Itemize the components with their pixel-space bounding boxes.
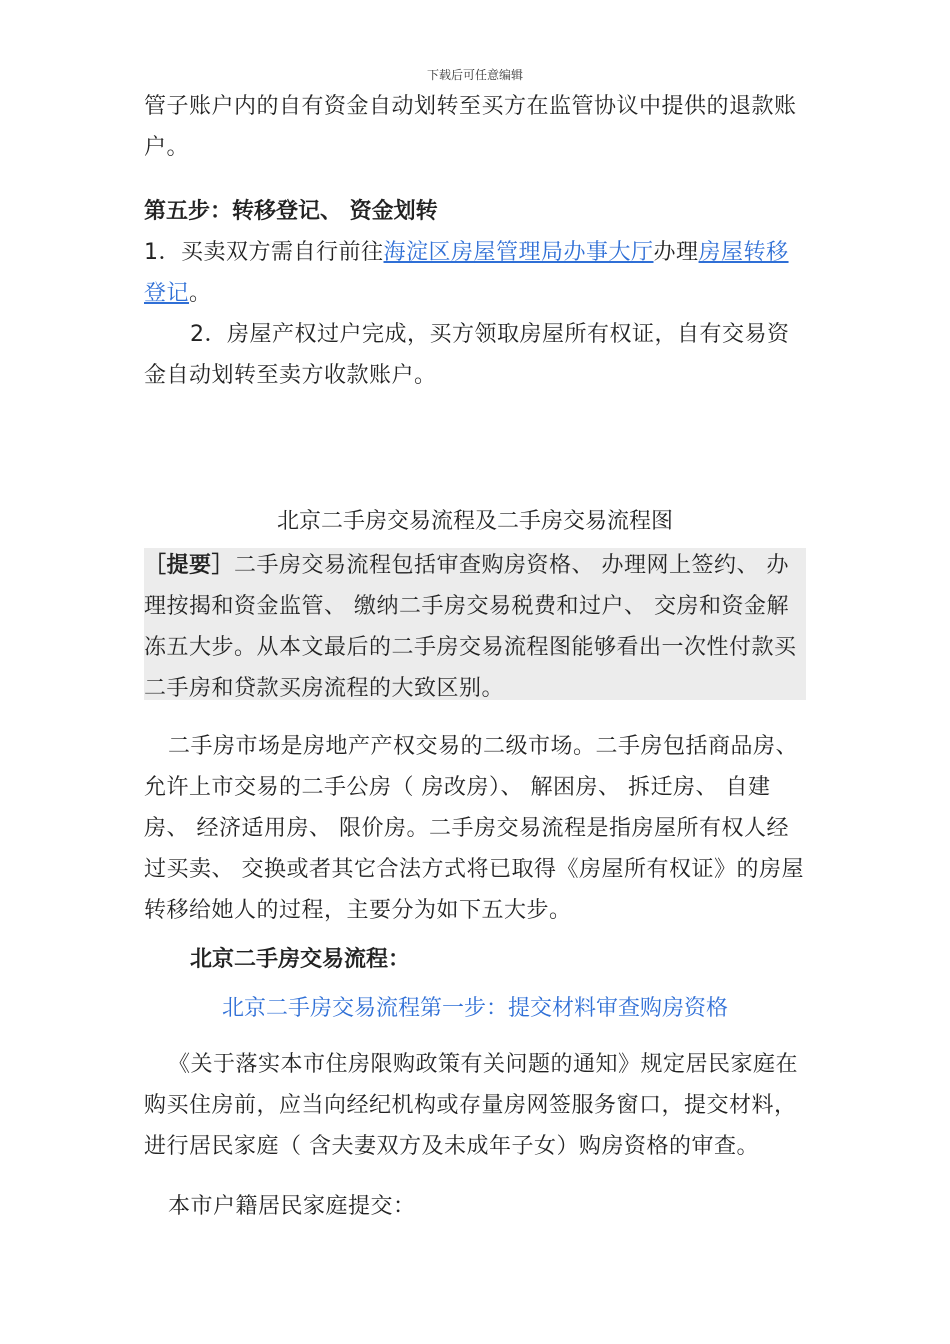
step5-item2: 2．房屋产权过户完成，买方领取房屋所有权证，自有交易资金自动划转至卖方收款账户。 — [144, 322, 790, 388]
process-heading: 北京二手房交易流程： — [190, 947, 411, 972]
header-note: 下载后可任意编辑 — [426, 68, 523, 82]
step5-item1-end: 。 — [189, 281, 212, 306]
transfer-registration-link[interactable]: 房屋转移登记 — [144, 240, 789, 306]
step5-item1 — [144, 232, 809, 314]
step5-item1-mid: 办理 — [653, 240, 699, 265]
step5-heading: 第五步：转移登记、 资金划转 — [144, 199, 438, 224]
step5-item1-prefix: 1．买卖双方需自行前往 — [144, 240, 384, 265]
paragraph-refund: 管子账户内的自有资金自动划转至买方在监管协议中提供的退款账户。 — [144, 94, 797, 160]
notice-paragraph: 《关于落实本市住房限购政策有关问题的通知》规定居民家庭在购买住房前，应当向经纪机构或存量房网签服务窗口，提交材料，进行居民家庭（ 含夫妻双方及未成年子女）购房资格的审查。 — [144, 1052, 799, 1159]
abstract-text: 二手房交易流程包括审查购房资格、 办理网上签约、 办理按揭和资金监管、 缴纳二手房交易税费和过户、 交房和资金解冻五大步。从本文最后的二手房交易流程图能够看出一次性付款买二手房和贷款买房流程的大致区别。 — [144, 553, 797, 701]
article-title: 北京二手房交易流程及二手房交易流程图 — [276, 509, 673, 534]
haidian-housing-office-link[interactable]: 海淀区房屋管理局办事大厅 — [383, 240, 654, 265]
abstract-paragraph — [144, 545, 809, 709]
intro-paragraph: 二手房市场是房地产产权交易的二级市场。二手房包括商品房、 允许上市交易的二手公房（ 房改房）、 解困房、 拆迁房、 自建房、 经济适用房、 限价房。二手房交易流程是指房屋所有权人经过买卖、 交换或者其它合法方式将已取得《房屋所有权证》的房屋转移给她人的过程，主要分为如下五大步。 — [144, 734, 804, 923]
abstract-tag: ［提要］ — [144, 553, 235, 578]
residents-line: 本市户籍居民家庭提交： — [168, 1194, 416, 1219]
step1-heading: 北京二手房交易流程第一步：提交材料审查购房资格 — [221, 996, 728, 1021]
